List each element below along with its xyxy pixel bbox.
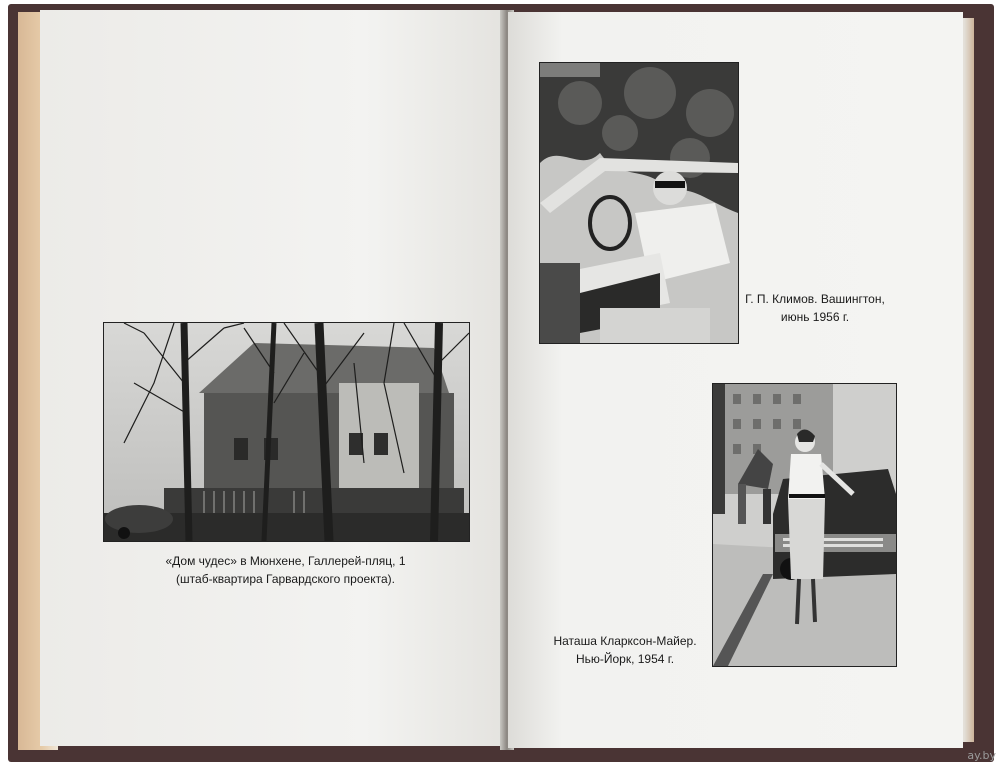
caption-man-convertible: [735, 290, 895, 326]
caption-woman-line2: Нью-Йорк, 1954 г.: [575, 652, 675, 666]
woman-photo-image: [713, 384, 896, 666]
man-photo-image: [540, 63, 738, 343]
watermark-text: ay.by: [967, 749, 996, 762]
photo-woman-car: [712, 383, 897, 667]
caption-house-line1: «Дом чудес» в Мюнхене, Галлерей-пляц, 1: [165, 554, 406, 568]
photo-house-munich: [103, 322, 470, 542]
house-photo-image: [104, 323, 469, 541]
caption-woman-car: [535, 632, 715, 668]
caption-house-line2: (штаб-квартира Гарвардского проекта).: [176, 572, 395, 586]
caption-woman-line1: Наташа Кларксон-Майер.: [553, 634, 697, 648]
caption-house-munich: [108, 552, 463, 588]
caption-man-line1: Г. П. Климов. Вашингтон,: [745, 292, 885, 306]
caption-man-line2: июнь 1956 г.: [780, 310, 850, 324]
photo-man-convertible: [539, 62, 739, 344]
